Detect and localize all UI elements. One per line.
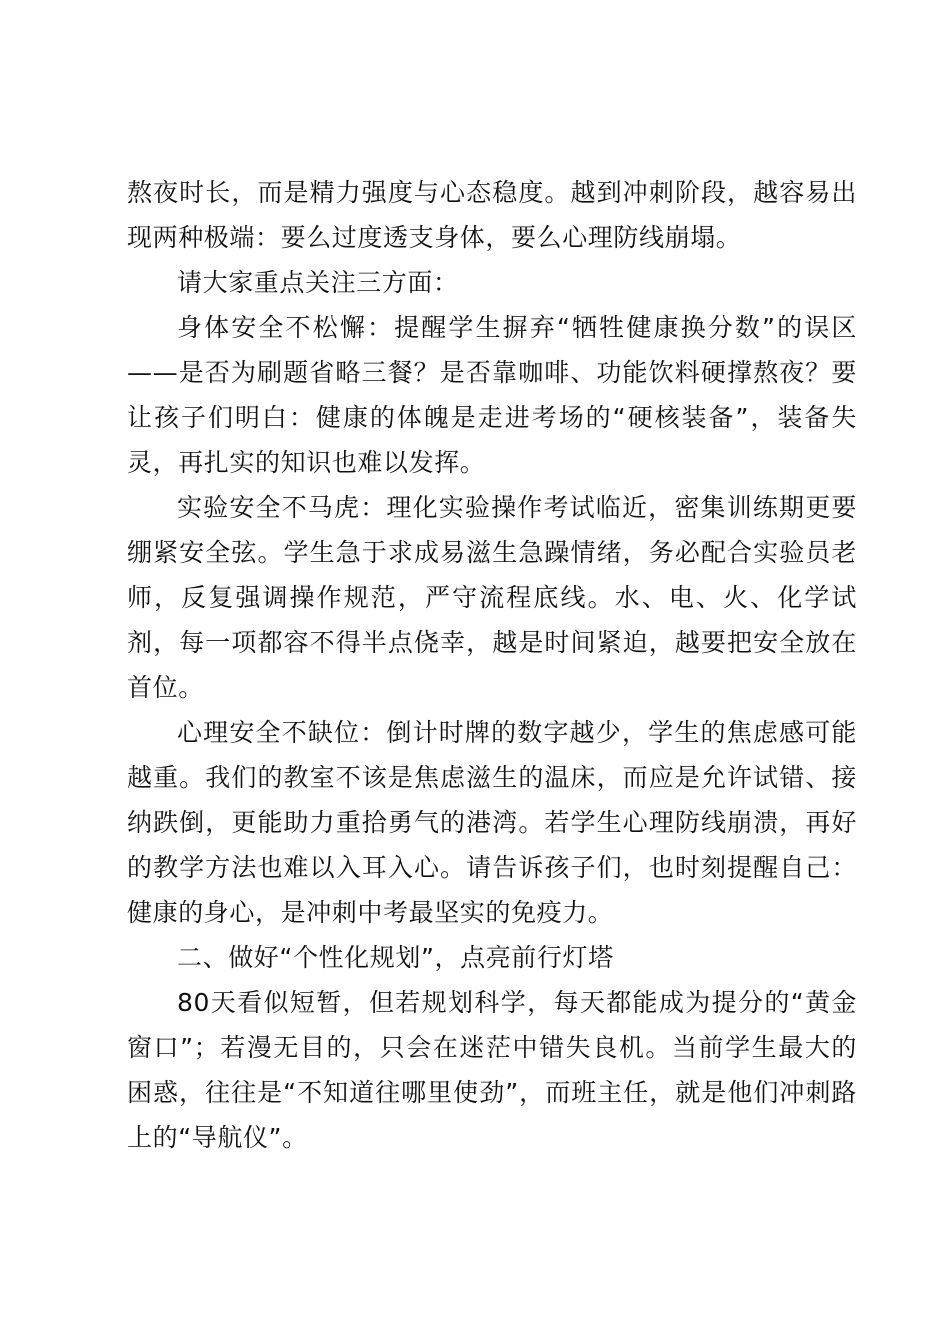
paragraph-mental-safety: 心理安全不缺位：倒计时牌的数字越少，学生的焦虑感可能越重。我们的教室不该是焦虑滋生的温床，而应是允许试错、接纳跌倒，更能助力重拾勇气的港湾。若学生心理防线崩溃，再好的教学方法也难以入耳入心。请告诉孩子们，也时刻提醒自己：健康的身心，是冲刺中考最坚实的免疫力。 [127,718,857,927]
paragraph-planning: 80天看似短暂，但若规划科学，每天都能成为提分的“黄金窗口”；若漫无目的，只会在迷茫中错失良机。当前学生最大的困惑，往往是“不知道往哪里使劲”，而班主任，就是他们冲刺路上的“导航仪”。 [127,988,857,1152]
paragraph-continuation: 熬夜时长，而是精力强度与心态稳度。越到冲刺阶段，越容易出现两种极端：要么过度透支身体，要么心理防线崩塌。 [127,178,857,252]
paragraph-physical-safety: 身体安全不松懈：提醒学生摒弃“牺牲健康换分数”的误区——是否为刷题省略三餐？是否靠咖啡、功能饮料硬撑熬夜？要让孩子们明白：健康的体魄是走进考场的“硬核装备”，装备失灵，再扎实的知识也难以发挥。 [127,313,857,477]
paragraph-intro: 请大家重点关注三方面： [177,268,459,297]
document-body [127,170,857,1160]
paragraph-lab-safety: 实验安全不马虎：理化实验操作考试临近，密集训练期更要绷紧安全弦。学生急于求成易滋生急躁情绪，务必配合实验员老师，反复强调操作规范，严守流程底线。水、电、火、化学试剂，每一项都容不得半点侥幸，越是时间紧迫，越要把安全放在首位。 [127,493,857,702]
section-heading: 二、做好“个性化规划”，点亮前行灯塔 [177,943,614,972]
